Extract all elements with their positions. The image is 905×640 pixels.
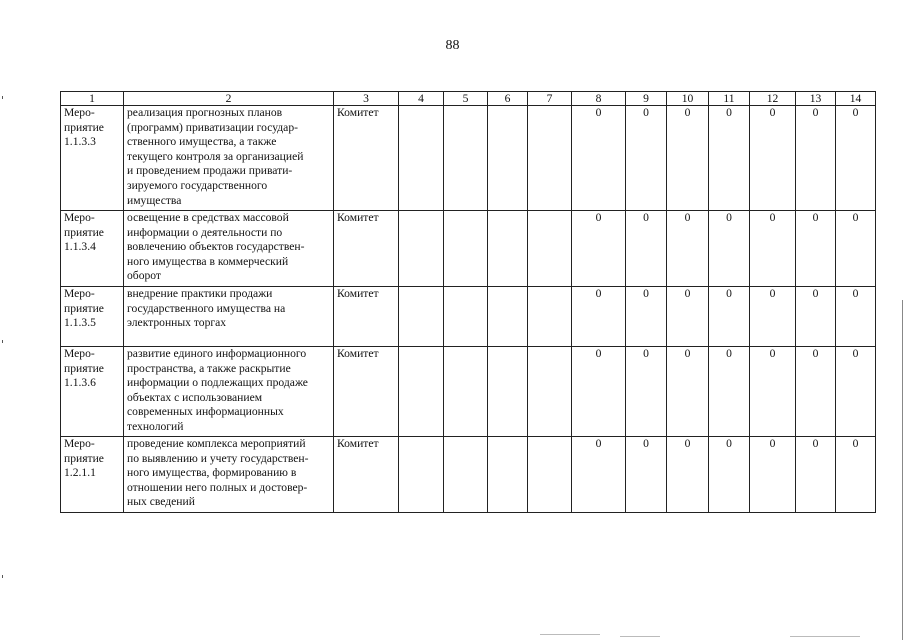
executor-cell: Комитет [334,211,399,287]
description-line: государственного имущества на [127,301,286,315]
value-cell: 0 [750,211,796,287]
value-cell: 0 [667,437,709,513]
value-cell: 0 [750,106,796,211]
value-cell [488,437,528,513]
value-cell: 0 [572,347,626,437]
scan-edge-mark [902,300,903,640]
value-cell [399,437,444,513]
measure-id-line: Меро- [64,211,95,224]
value-cell: 0 [709,347,750,437]
scan-noise-line [620,636,660,637]
measure-id-line: приятие [64,451,104,465]
table-row [61,211,876,287]
measure-id-line: 1.1.3.4 [64,240,96,254]
value-cell: 0 [626,437,667,513]
column-header: 1 [61,92,124,106]
value-cell [444,347,488,437]
table-row [61,347,876,437]
executor-cell: Комитет [334,437,399,513]
value-cell: 0 [572,106,626,211]
value-cell [444,106,488,211]
column-header: 6 [488,92,528,106]
description-line: вовлечению объектов государствен- [127,240,305,254]
value-cell: 0 [750,347,796,437]
description-line: отношении него полных и достовер- [127,480,308,494]
measure-id-line: Меро- [64,287,95,300]
column-header: 4 [399,92,444,106]
column-header: 9 [626,92,667,106]
value-cell: 0 [667,287,709,347]
scan-noise-line [790,636,860,637]
measure-id-line: приятие [64,361,104,375]
value-cell: 0 [836,106,876,211]
value-cell: 0 [709,287,750,347]
value-cell: 0 [750,287,796,347]
description-line: зируемого государственного [127,178,268,192]
value-cell: 0 [836,287,876,347]
measure-id-line: 1.1.3.5 [64,316,96,330]
measure-id-line: 1.1.3.3 [64,135,96,149]
value-cell [528,106,572,211]
column-header: 10 [667,92,709,106]
value-cell: 0 [667,211,709,287]
value-cell [444,287,488,347]
value-cell: 0 [709,106,750,211]
measure-id-cell [61,287,124,347]
description-line: информации о подлежащих продаже [127,376,308,390]
value-cell: 0 [572,437,626,513]
description-line: внедрение практики продажи [127,287,273,300]
executor-cell: Комитет [334,347,399,437]
measure-id-line: 1.2.1.1 [64,466,96,480]
column-header: 5 [444,92,488,106]
description-line: ного имущества, формированию в [127,466,297,480]
measure-description-cell [124,211,334,287]
measure-id-cell [61,347,124,437]
description-line: развитие единого информационного [127,347,307,360]
description-line: и проведением продажи привати- [127,164,293,178]
column-header: 14 [836,92,876,106]
column-header: 2 [124,92,334,106]
value-cell: 0 [836,437,876,513]
measure-id-line: Меро- [64,347,95,360]
value-cell: 0 [796,347,836,437]
description-line: объектах с использованием [127,390,263,404]
table-header-row [61,92,876,106]
value-cell [488,287,528,347]
column-header: 8 [572,92,626,106]
value-cell [488,106,528,211]
description-line: проведение комплекса мероприятий [127,437,306,450]
executor-cell: Комитет [334,287,399,347]
table-row [61,437,876,513]
value-cell [444,211,488,287]
value-cell: 0 [750,437,796,513]
measure-id-cell [61,437,124,513]
column-header: 11 [709,92,750,106]
description-line: пространства, а также раскрытие [127,361,291,375]
column-header: 12 [750,92,796,106]
value-cell [399,106,444,211]
measure-id-line: приятие [64,120,104,134]
measure-description-cell [124,437,334,513]
value-cell [528,437,572,513]
value-cell: 0 [572,211,626,287]
measure-description-cell [124,287,334,347]
description-line: информации о деятельности по [127,225,283,239]
value-cell [488,211,528,287]
description-line: технологий [127,419,184,433]
table-row [61,106,876,211]
value-cell: 0 [626,287,667,347]
measure-id-line: приятие [64,301,104,315]
measure-id-line: Меро- [64,106,95,119]
value-cell [444,437,488,513]
scan-noise-line [540,634,600,635]
value-cell: 0 [796,106,836,211]
executor-cell: Комитет [334,106,399,211]
column-header: 13 [796,92,836,106]
scan-edge-mark [2,340,3,343]
description-line: ного имущества в коммерческий [127,254,289,268]
value-cell: 0 [626,211,667,287]
measure-description-cell [124,106,334,211]
description-line: реализация прогнозных планов [127,106,283,119]
value-cell: 0 [796,287,836,347]
value-cell: 0 [709,211,750,287]
description-line: по выявлению и учету государствен- [127,451,309,465]
table-row [61,287,876,347]
value-cell [528,347,572,437]
measure-description-cell [124,347,334,437]
scan-edge-mark [2,96,3,99]
column-header: 3 [334,92,399,106]
measure-id-line: 1.1.3.6 [64,376,96,390]
value-cell: 0 [836,347,876,437]
value-cell: 0 [626,347,667,437]
scan-edge-mark [2,575,3,578]
value-cell [528,211,572,287]
value-cell [528,287,572,347]
value-cell: 0 [667,347,709,437]
value-cell: 0 [796,211,836,287]
page-number: 88 [445,38,460,53]
value-cell [399,287,444,347]
value-cell: 0 [796,437,836,513]
measure-id-cell [61,106,124,211]
value-cell: 0 [836,211,876,287]
description-line: ных сведений [127,495,195,509]
description-line: (программ) приватизации государ- [127,120,298,134]
measure-id-cell [61,211,124,287]
value-cell: 0 [667,106,709,211]
column-header: 7 [528,92,572,106]
measure-id-line: приятие [64,225,104,239]
description-line: современных информационных [127,405,284,419]
measure-id-line: Меро- [64,437,95,450]
value-cell: 0 [709,437,750,513]
value-cell [488,347,528,437]
description-line: ственного имущества, а также [127,135,277,149]
description-line: текущего контроля за организацией [127,149,304,163]
description-line: оборот [127,269,161,283]
value-cell [399,211,444,287]
description-line: освещение в средствах массовой [127,211,289,224]
value-cell: 0 [626,106,667,211]
value-cell [399,347,444,437]
value-cell: 0 [572,287,626,347]
description-line: электронных торгах [127,316,227,330]
description-line: имущества [127,193,182,207]
measures-table [60,91,876,513]
